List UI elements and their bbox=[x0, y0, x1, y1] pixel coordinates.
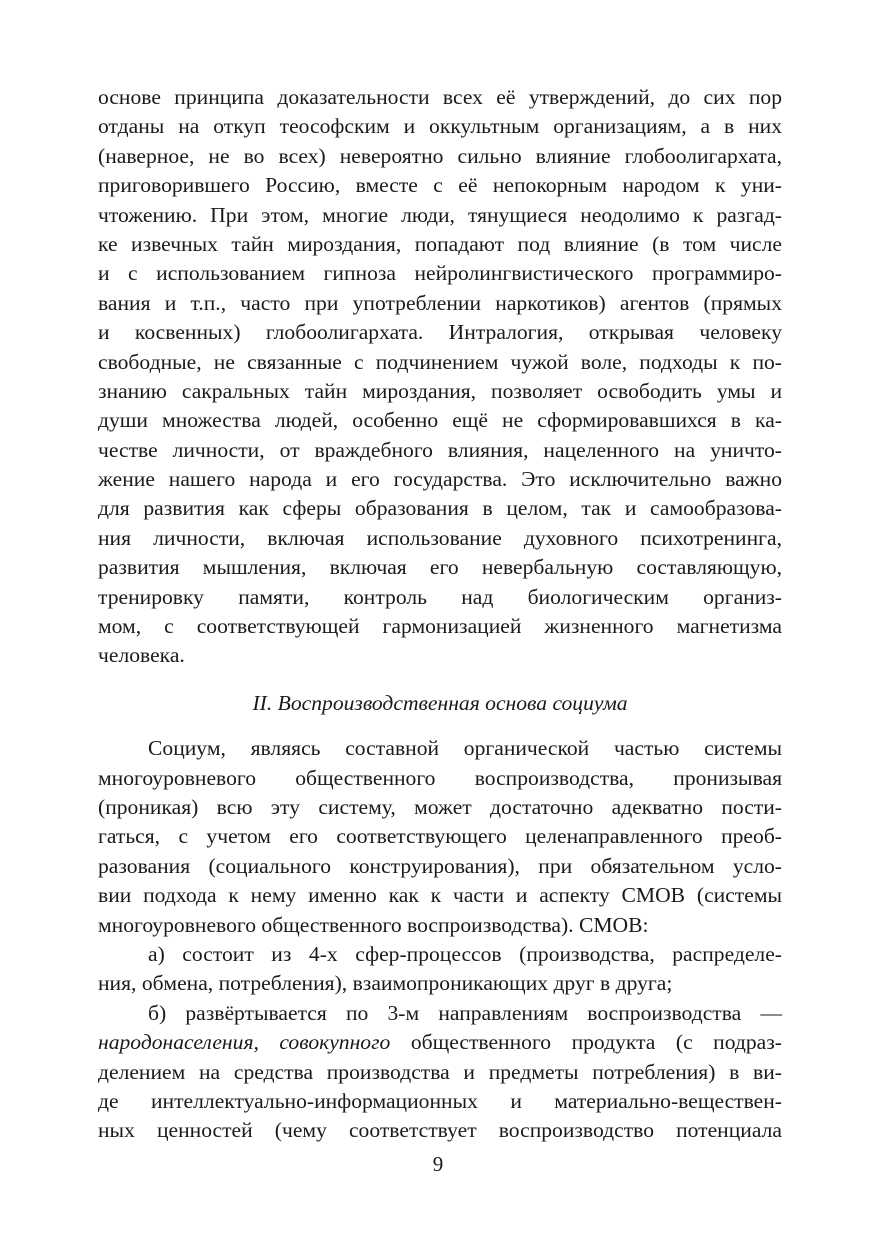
text-line: и с использованием гипноза нейролингвистического программиро- bbox=[98, 261, 782, 286]
text-line: Социум, являясь составной органической частью системы bbox=[148, 736, 782, 761]
list-item-a bbox=[98, 940, 782, 999]
text-line: основе принципа доказательности всех её утверждений, до сих пор bbox=[98, 85, 782, 109]
text-line: мом, с соответствующей гармонизацией жизненного магнетизма bbox=[98, 614, 782, 639]
italic-term: народонаселения, совокупного bbox=[98, 1030, 391, 1055]
text-line: многоуровневого общественного воспроизводства). СМОВ: bbox=[98, 912, 649, 937]
text-line: честве личности, от враждебного влияния, нацеленного на уничто- bbox=[98, 437, 782, 462]
list-item-b bbox=[98, 999, 782, 1146]
paragraph-2 bbox=[98, 734, 782, 940]
text-line: вии подхода к нему именно как к части и аспекту СМОВ (системы bbox=[98, 883, 782, 908]
section-heading: II. Воспроизводственная основа социума bbox=[252, 690, 628, 715]
text-line: свободные, не связанные с подчинением чужой воле, подходы к по- bbox=[98, 349, 782, 374]
text-line: развития мышления, включая его невербальную составляющую, bbox=[98, 555, 782, 580]
spacer bbox=[98, 671, 782, 689]
text-line-mixed bbox=[98, 1028, 782, 1057]
text-line: человека. bbox=[98, 643, 185, 668]
text-line: ке извечных тайн мироздания, попадают под влияние (в том числе bbox=[98, 231, 782, 256]
text-line: (проникая) всю эту систему, может достаточно адекватно пости- bbox=[98, 794, 782, 819]
text-line: чтожению. При этом, многие люди, тянущиеся неодолимо к разгад- bbox=[98, 202, 782, 227]
text-fragment: общественного продукта (с подраз- bbox=[390, 1030, 782, 1055]
text-line: вания и т.п., часто при употреблении наркотиков) агентов (прямых bbox=[98, 290, 782, 315]
text-line: б) развёртывается по 3-м направлениям воспроизводства — bbox=[148, 1000, 782, 1025]
text-line: ных ценностей (чему соответствует воспроизводство потенциала bbox=[98, 1118, 782, 1143]
text-line: души множества людей, особенно ещё не сформировавшихся в ка- bbox=[98, 408, 782, 433]
text-line: отданы на откуп теософским и оккультным организациям, а в них bbox=[98, 114, 782, 139]
page-number: 9 bbox=[432, 1152, 444, 1176]
text-line: жение нашего народа и его государства. Это исключительно важно bbox=[98, 467, 782, 492]
text-line: разования (социального конструирования), при обязательном усло- bbox=[98, 853, 782, 878]
text-line: для развития как сферы образования в целом, так и самообразова- bbox=[98, 496, 782, 521]
text-line: гаться, с учетом его соответствующего целенаправленного преоб- bbox=[98, 824, 782, 849]
page-body bbox=[98, 83, 782, 1146]
text-line: многоуровневого общественного воспроизводства, пронизывая bbox=[98, 765, 782, 790]
text-line: (наверное, не во всех) невероятно сильно влияние глобоолигархата, bbox=[98, 143, 782, 168]
text-line: и косвенных) глобоолигархата. Интралогия, открывая человеку bbox=[98, 320, 782, 345]
text-line: знанию сакральных тайн мироздания, позволяет освободить умы и bbox=[98, 378, 782, 403]
text-line: тренировку памяти, контроль над биологическим организ- bbox=[98, 584, 782, 609]
text-line: а) состоит из 4-х сфер-процессов (производства, распределе- bbox=[148, 941, 782, 966]
text-line: приговорившего Россию, вместе с её непокорным народом к уни- bbox=[98, 173, 782, 198]
paragraph-1 bbox=[98, 83, 782, 671]
text-line: делением на средства производства и предметы потребления) в ви- bbox=[98, 1059, 782, 1084]
text-line: ния личности, включая использование духовного психотренинга, bbox=[98, 525, 782, 550]
text-line: де интеллектуально-информационных и материально-веществен- bbox=[98, 1088, 782, 1113]
text-line: ния, обмена, потребления), взаимопроникающих друг в друга; bbox=[98, 971, 673, 996]
